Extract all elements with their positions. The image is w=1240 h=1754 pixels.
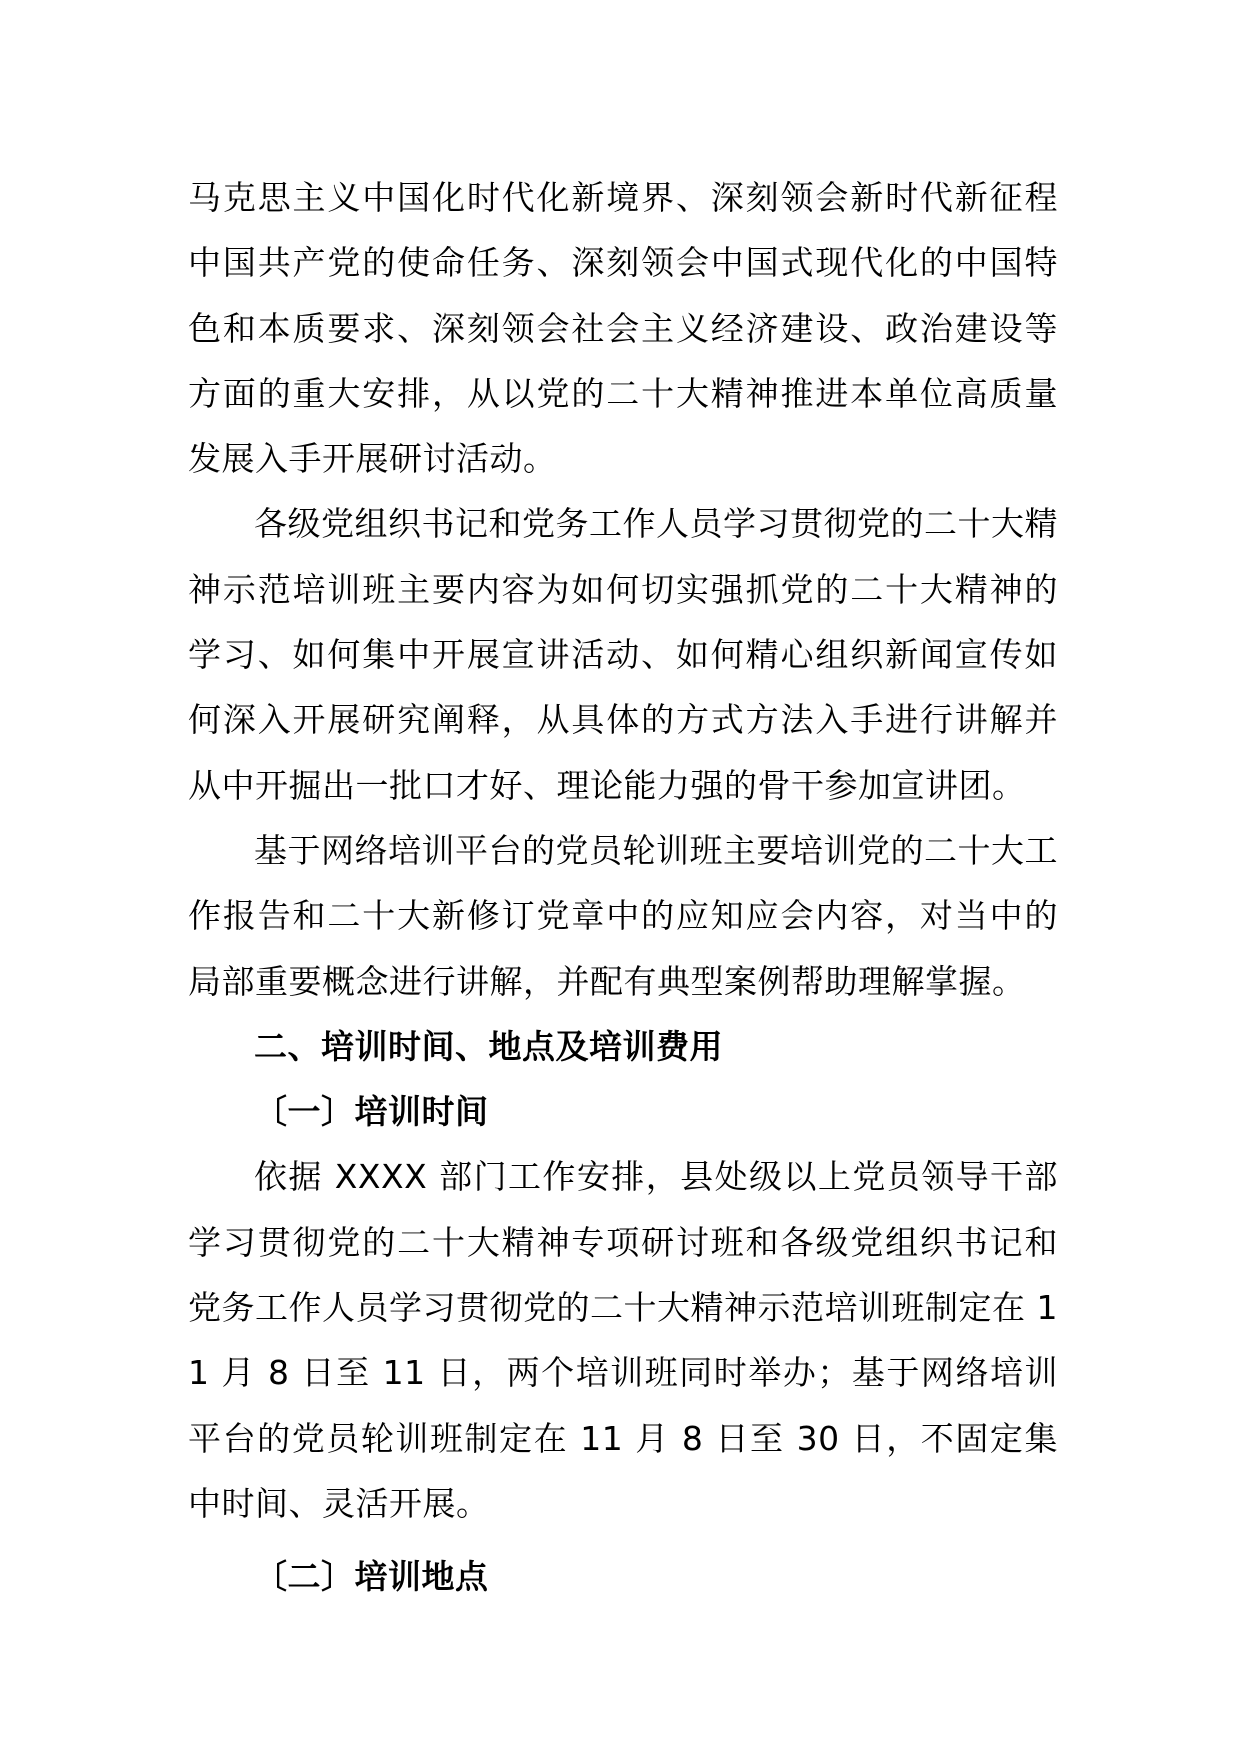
paragraph-training-time: 依据 XXXX 部门工作安排，县处级以上党员领导干部学习贯彻党的二十大精神专项研讨班和各级党组织书记和党务工作人员学习贯彻党的二十大精神示范培训班制定在 11 月 8 日至 11 日，两个培训班同时举办；基于网络培训平台的党员轮训班制定在 11 月 8 日至 30 日，不固定集中时间、灵活开展。 <box>188 1157 1058 1523</box>
document-body <box>188 165 1058 1610</box>
paragraph-continuation: 马克思主义中国化时代化新境界、深刻领会新时代新征程中国共产党的使命任务、深刻领会中国式现代化的中国特色和本质要求、深刻领会社会主义经济建设、政治建设等方面的重大安排，从以党的二十大精神推进本单位高质量发展入手开展研讨活动。 <box>188 178 1058 479</box>
subsection-heading-location: 〔二〕培训地点 <box>254 1557 489 1597</box>
section-heading: 二、培训时间、地点及培训费用 <box>254 1026 723 1066</box>
paragraph-online-training: 基于网络培训平台的党员轮训班主要培训党的二十大工作报告和二十大新修订党章中的应知应会内容，对当中的局部重要概念进行讲解，并配有典型案例帮助理解掌握。 <box>188 830 1058 1001</box>
paragraph-party-secretary-training: 各级党组织书记和党务工作人员学习贯彻党的二十大精神示范培训班主要内容为如何切实强抓党的二十大精神的学习、如何集中开展宣讲活动、如何精心组织新闻宣传如何深入开展研究阐释，从具体的方式方法入手进行讲解并从中开掘出一批口才好、理论能力强的骨干参加宣讲团。 <box>188 504 1058 805</box>
subsection-heading-time: 〔一〕培训时间 <box>254 1092 489 1132</box>
